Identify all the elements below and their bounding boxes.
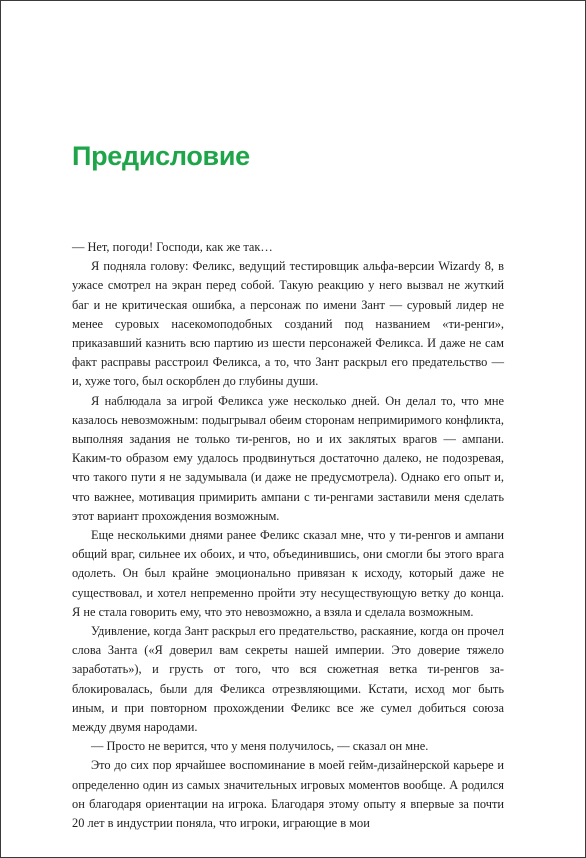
paragraph-5: Удивление, когда Зант раскрыл его предательство, раскаяние, когда он прочел слова Занта («Я доверил вам секреты нашей империи. Это доверие тяжело заработать»), и грусть от того, что вся сюжетная ветка ти-ренгов заблокировалась, были для Феликса отрезвляющими. Кстати, исход мог быть иным, и при повторном прохождении Феликс все же сумел добиться союза между двумя народами. xyxy=(72,624,504,735)
chapter-title: Предисловие xyxy=(72,141,250,171)
paragraph-4: Еще несколькими днями ранее Феликс сказал мне, что у ти-ренгов и ампани общий враг, сильнее их обоих, и что, объединившись, они смогли бы этого врага одолеть. Он был крайне эмоционально привязан к исходу, который даже не существовал, и хотел непременно пройти эту несуществующую ветку до конца. Я не стала говорить ему, что это невозможно, а взяла и сделала возможным. xyxy=(72,528,504,619)
paragraph-3: Я наблюдала за игрой Феликса уже несколько дней. Он делал то, что мне казалось невозможным: подыгрывал обеим сторонам непримиримого конфликта, выполняя задания не только ти-ренгов, но и их заклятых врагов — ампани. Каким-то образом ему удалось продвинуться достаточно далеко, не подозревая, что такого пути я не задумывала (и даже не предусмотрела). Однако его опыт и, что важнее, мотивация примирить ампани с ти-ренгами заставили меня сделать этот вариант прохождения возможным. xyxy=(72,393,504,523)
paragraph-2: Я подняла голову: Феликс, ведущий тестировщик альфа-версии Wizardy 8, в ужасе смотрел на экран перед собой. Такую реакцию у него вызвал не жуткий баг и не критическая ошибка, а персонаж по имени Зант — суровый лидер не менее суровых насекомоподобных созданий под названием «ти-ренги», приказавший казнить всю партию из шести персонажей Феликса. И даже не сам факт расправы расстроил Феликса, а то, что Зант раскрыл его предательство — и, хуже того, был оскорблен до глубины души. xyxy=(72,259,504,389)
paragraph-dialogue-2: — Просто не верится, что у меня получилось, — сказал он мне. xyxy=(91,739,429,754)
chapter-body xyxy=(72,238,504,833)
paragraph-dialogue-1: — Нет, погоди! Господи, как же так… xyxy=(72,240,273,254)
paragraph-7: Это до сих пор ярчайшее воспоминание в моей гейм-дизайнерской карьере и определенно один из самых значительных игровых моментов вообще. А родился он благодаря ориентации на игрока. Благодаря этому опыту я впервые за почти 20 лет в индустрии поняла, что игроки, играющие в мои xyxy=(72,758,504,831)
